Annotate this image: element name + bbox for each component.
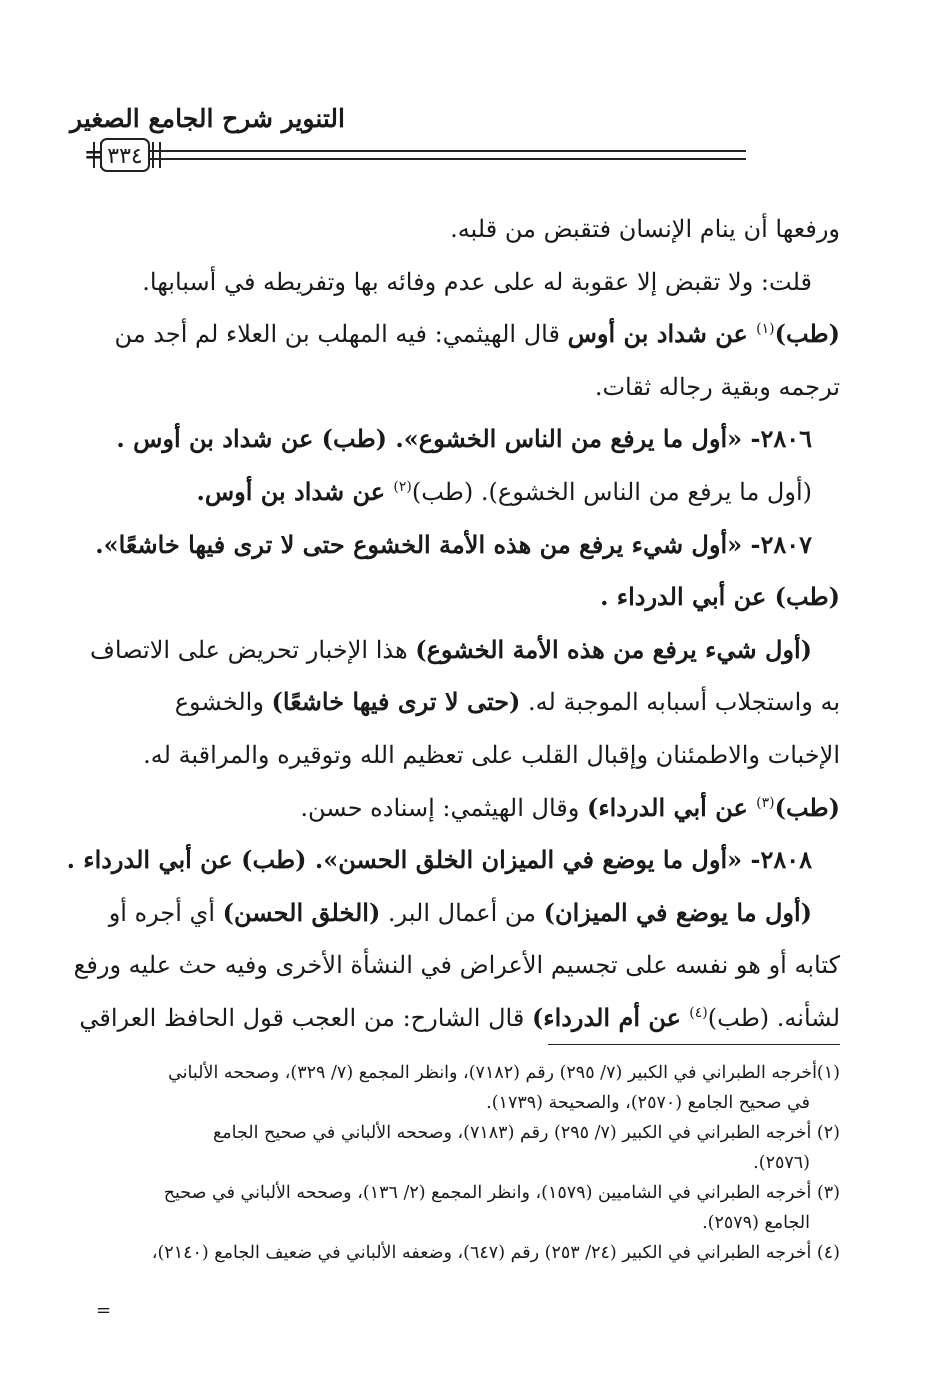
footnote-2: (٢) أخرجه الطبراني في الكبير (٧/ ٢٩٥) رقم (٧١٨٣)، وصححه الألباني في صحيح الجامع [212,1123,840,1143]
continuation-mark: = [84,142,103,168]
footnote-1: (١)أخرجه الطبراني في الكبير (٧/ ٢٩٥) رقم (٧١٨٢)، وانظر المجمع (٧/ ٣٢٩)، وصححه الألباني [168,1063,840,1083]
running-title: التنوير شرح الجامع الصغير [70,104,345,133]
footnote-ref[interactable]: (٤) [689,1004,708,1021]
footnote-1-cont: في صحيح الجامع (٢٥٧٠)، والصحيحة (١٧٣٩). [486,1093,810,1113]
hadith-2808: ٢٨٠٨- «أول ما يوضع في الميزان الخلق الحسن». (طب) عن أبي الدرداء . [66,845,812,875]
body-line: ورفعها أن ينام الإنسان فتقبض من قلبه. [450,215,840,243]
body-line: به واستجلاب أسبابه الموجبة له. (حتى لا ترى فيها خاشعًا) والخشوع [174,687,840,717]
footnote-3-cont: الجامع (٢٥٧٩). [702,1213,810,1233]
hadith-2807: ٢٨٠٧- «أول شيء يرفع من هذه الأمة الخشوع حتى لا ترى فيها خاشعًا». [95,529,812,559]
body-text [66,203,840,1045]
body-line: (طب)$^{(١)}$ عن شداد بن أوس قال الهيثمي: فيه المهلب بن العلاء لم أجد من [114,319,840,349]
footnote-2-cont: (٢٥٧٦). [753,1153,810,1173]
header-rule [150,150,746,160]
hadith-2806: ٢٨٠٦- «أول ما يرفع من الناس الخشوع». (طب) عن شداد بن أوس . [116,424,812,454]
footnotes [96,1058,840,1268]
body-line: (أول ما يوضع في الميزان) من أعمال البر. (الخلق الحسن) أي أجره أو [108,897,812,927]
body-line: ترجمه وبقية رجاله ثقات. [594,372,840,401]
footnote-3: (٣) أخرجه الطبراني في الشاميين (١٥٧٩)، وانظر المجمع (٢/ ١٣٦)، وصححه الألباني في صحيح [163,1183,840,1203]
footnote-ref[interactable]: (٣) [756,794,775,811]
footnote-divider [548,1044,840,1045]
footnote-ref[interactable]: (٢) [393,478,412,495]
body-line: (طب) عن أبي الدرداء . [600,582,840,612]
body-line: (أول شيء يرفع من هذه الأمة الخشوع) هذا الإخبار تحريض على الاتصاف [90,634,812,664]
body-line: الإخبات والاطمئنان وإقبال القلب على تعظيم الله وتوقيره والمراقبة له. [143,740,840,769]
body-line: (طب)$^{(٣)}$ عن أبي الدرداء) وقال الهيثمي: إسناده حسن. [300,792,840,822]
page-number-bracket-right [152,142,161,168]
footnote-4: (٤) أخرجه الطبراني في الكبير (٢٤/ ٢٥٣) رقم (٦٤٧)، وضعفه الألباني في ضعيف الجامع (٢١٤٠)، [151,1243,840,1263]
footnote-ref[interactable]: (١) [756,321,775,338]
body-line: لشأنه. (طب)$^{(٤)}$ عن أم الدرداء) قال الشارح: من العجب قول الحافظ العراقي [79,1002,840,1032]
body-line: (أول ما يرفع من الناس الخشوع). (طب)$^{(٢)}$ عن شداد بن أوس. [196,476,812,506]
body-line: قلت: ولا تقبض إلا عقوبة له على عدم وفائه بها وتفريطه في أسبابها. [142,267,812,296]
body-line: كتابه أو هو نفسه على تجسيم الأعراض في النشأة الأخرى وفيه حث عليه ورفع [73,951,840,980]
footnote-continuation-mark: = [96,1300,112,1321]
page-number: ٣٣٤ [100,138,150,172]
